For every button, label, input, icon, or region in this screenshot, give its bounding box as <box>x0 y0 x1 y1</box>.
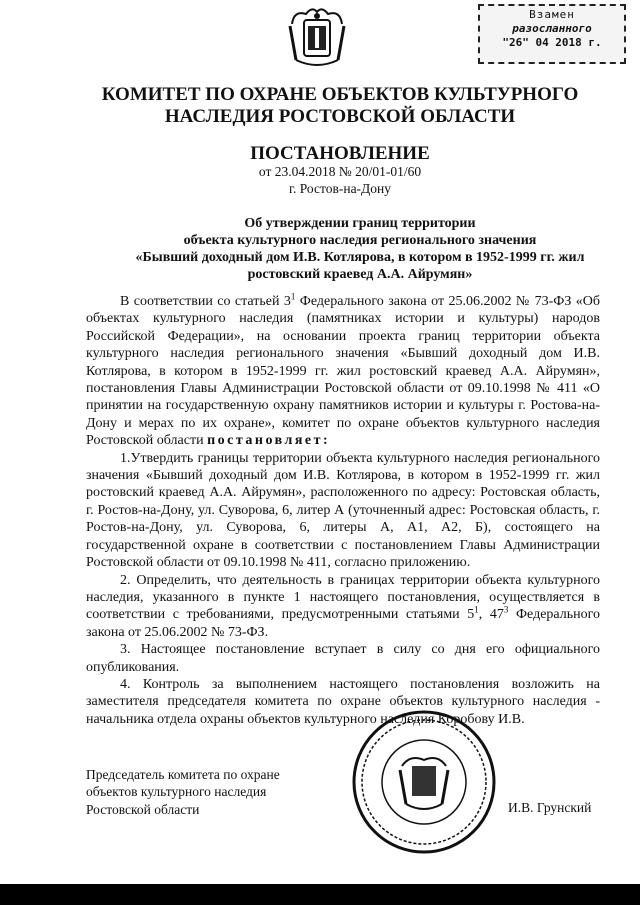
scan-edge-bar <box>0 884 640 905</box>
replacement-stamp <box>478 4 626 64</box>
paragraph-item-3: 3. Настоящее постановление вступает в силу со дня его официального опубликования. <box>86 642 600 675</box>
subject-line-2: объекта культурного наследия регионального значения <box>183 233 537 248</box>
document-place: г. Ростов-на-Дону <box>288 181 391 196</box>
document-date: от 23.04.2018 № 20/01-01/60 <box>258 164 422 179</box>
paragraph-item-1: 1.Утвердить границы территории объекта культурного наследия регионального значения «Бывший доходный дом И.В. Котлярова, в котором в 1952-1999 гг. жил ростовский краевед А.А. Айрумян», расположенного по адресу: Ростовская область, г. Ростов-на-Дону, ул. Суворова, 6, литер А (уточненный адрес: Ростовская область, г. Ростов-на-Дону, ул. Суворова, 6, литеры А, А1, А2, Б), состоящего на государственной охране в соответствии с постановлением Главы Администрации Ростовской области от 09.10.1998 № 411, согласно приложению. <box>86 450 600 571</box>
signatory-title-line-3: Ростовской области <box>86 801 200 817</box>
official-seal-icon <box>350 708 498 856</box>
signatory-title <box>86 766 280 818</box>
document-subject <box>92 215 628 283</box>
resolution-keyword: постановляет: <box>207 433 331 449</box>
stamp-line-3: "26" 04 2018 г. <box>502 36 602 49</box>
org-line-1: КОМИТЕТ ПО ОХРАНЕ ОБЪЕКТОВ КУЛЬТУРНОГО <box>101 84 579 105</box>
subject-line-3: «Бывший доходный дом И.В. Котлярова, в котором в 1952-1999 гг. жил <box>135 250 585 265</box>
subject-line-4: ростовский краевед А.А. Айрумян» <box>247 267 473 282</box>
paragraph-item-4: 4. Контроль за выполнением настоящего постановления возложить на заместителя председателя комитета по охране объектов культурного наследия - начальника отдела охраны объектов культурного наследия Коробову И.В. <box>86 676 600 727</box>
org-line-2: НАСЛЕДИЯ РОСТОВСКОЙ ОБЛАСТИ <box>164 106 516 127</box>
document-type: ПОСТАНОВЛЕНИЕ <box>250 143 430 164</box>
stamp-line-2: разосланного <box>512 22 592 35</box>
signatory-title-line-1: Председатель комитета по охране <box>86 767 280 782</box>
paragraph-preamble: В соответствии со статьей $3^1$ Федерального закона от 25.06.2002 № 73-ФЗ «Об объектах культурного наследия (памятниках истории и культуры) народов Российской Федерации», на основании проекта границ территории объекта культурного наследия регионального значения «Бывший доходный дом И.В. Котлярова, в котором в 1952-1999 гг. жил ростовский краевед А.А. Айрумян», постановления Главы Администрации Ростовской области от 09.10.1998 № 411 «О принятии на государственную охрану памятников истории и культуры г. Ростова-на-Дону и мерах по их охране», комитет по охране объектов культурного наследия Ростовской области постановляет: <box>86 291 600 449</box>
paragraph-item-2: 2. Определить, что деятельность в границах территории объекта культурного наследия, указанного в пункте 1 настоящего постановления, осуществляется в соответствии с требованиями, предусмотренными статьями $5^1$, $47^3$ Федерального закона от 25.06.2002 № 73-ФЗ. <box>86 572 601 640</box>
stamp-line-1: Взамен <box>529 8 575 21</box>
subject-line-1: Об утверждении границ территории <box>244 216 476 231</box>
coat-of-arms-icon <box>282 4 352 70</box>
organization-name <box>60 84 620 128</box>
signatory-title-line-2: объектов культурного наследия <box>86 784 267 800</box>
document-body <box>86 293 600 728</box>
signatory-name: И.В. Грунский <box>508 800 592 815</box>
